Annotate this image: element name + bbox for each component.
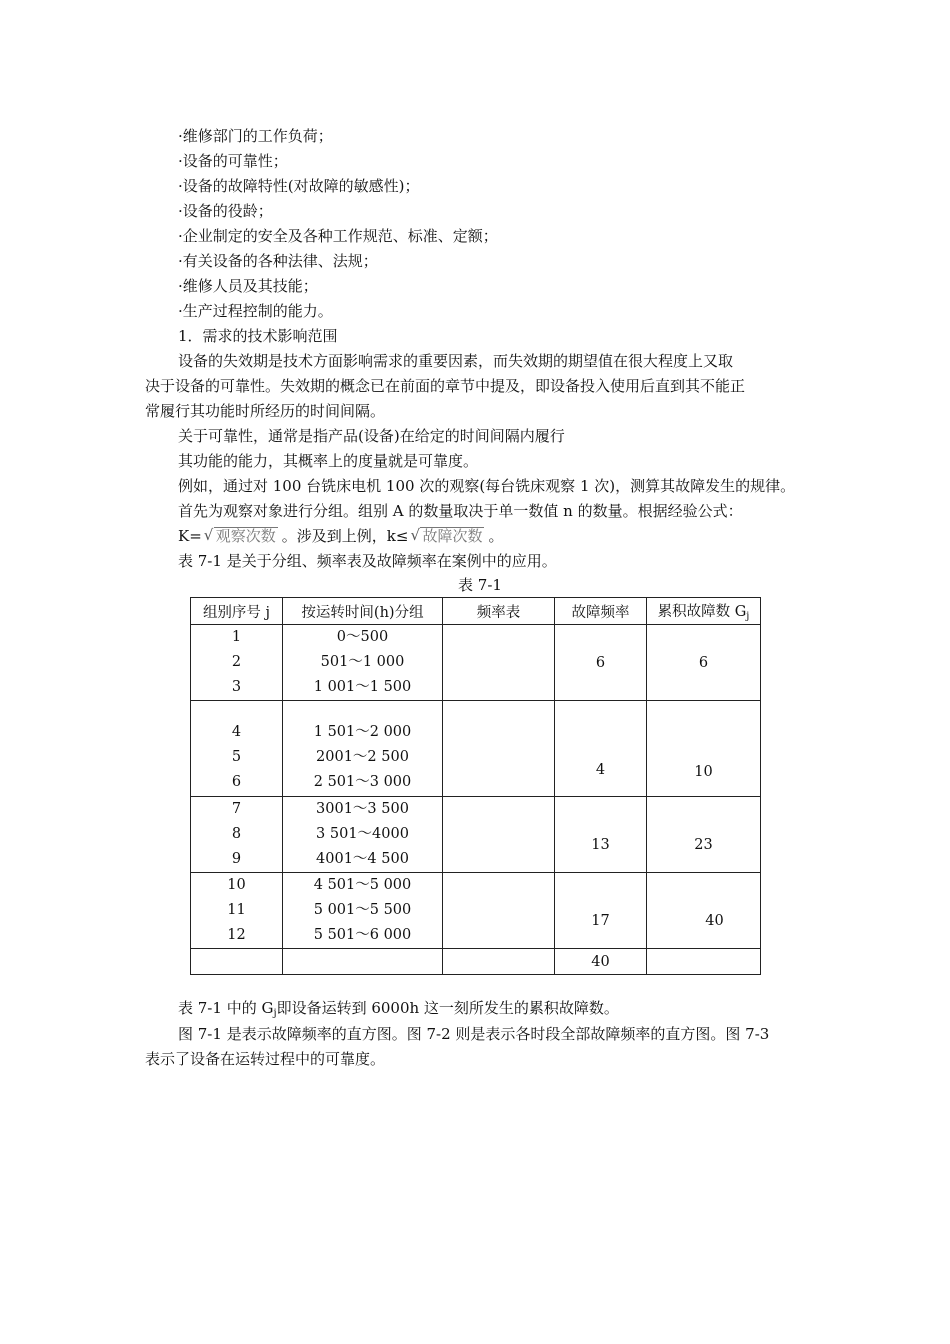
freq-table-cell <box>443 797 555 873</box>
col-header <box>647 598 761 625</box>
paragraph-line: 其功能的能力，其概率上的度量就是可靠度。 <box>178 452 479 470</box>
freq-table-cell <box>443 701 555 797</box>
text-run: 表 7-1 中的 G <box>178 999 274 1017</box>
bullet-item: ·有关设备的各种法律、法规； <box>178 252 378 270</box>
bullet-item: ·设备的可靠性； <box>178 152 288 170</box>
paragraph-line: 图 7-1 是表示故障频率的直方图。图 7-2 则是表示各时段全部故障频率的直方图。图 7-3 <box>178 1025 770 1043</box>
sqrt-failures <box>410 526 482 546</box>
group-ids: 1 2 3 <box>191 625 283 701</box>
table-row <box>191 873 761 949</box>
bullet-item: ·设备的故障特性(对故障的敏感性)； <box>178 177 420 195</box>
section-heading: 1．需求的技术影响范围 <box>178 327 338 345</box>
table-row <box>191 701 761 797</box>
paragraph-line: 常履行其功能时所经历的时间间隔。 <box>145 402 386 420</box>
bullet-item: ·设备的役龄； <box>178 202 273 220</box>
group-ranges: 3001～3 500 3 501～4000 4001～4 500 <box>283 797 443 873</box>
table-caption: 表 7-1 <box>458 576 502 594</box>
table-intro: 表 7-1 是关于分组、频率表及故障频率在案例中的应用。 <box>178 552 557 570</box>
subscript: j <box>273 1008 277 1019</box>
bullet-item: ·维修部门的工作负荷； <box>178 127 333 145</box>
sqrt-radicand: 观察次数 <box>215 527 276 545</box>
group-ids: 4 5 6 <box>191 701 283 797</box>
paragraph-line <box>178 998 619 1024</box>
col-header: 频率表 <box>443 598 555 625</box>
formula-middle: 。涉及到上例，k≤ <box>281 527 409 545</box>
bullet-item: ·生产过程控制的能力。 <box>178 302 333 320</box>
paragraph-line: 设备的失效期是技术方面影响需求的重要因素，而失效期的期望值在很大程度上又取 <box>178 352 734 370</box>
col-header-text: 累积故障数 G <box>657 604 747 620</box>
col-header: 组别序号 j <box>191 598 283 625</box>
paragraph-line: 首先为观察对象进行分组。组别 A 的数量取决于单一数值 n 的数量。根据经验公式： <box>178 502 743 520</box>
freq-table-cell <box>443 873 555 949</box>
bullet-item: ·企业制定的安全及各种工作规范、标准、定额； <box>178 227 498 245</box>
group-ranges: 1 501～2 000 2001～2 500 2 501～3 000 <box>283 701 443 797</box>
group-ranges: 4 501～5 000 5 001～5 500 5 501～6 000 <box>283 873 443 949</box>
data-table <box>190 597 761 975</box>
table-header-row <box>191 598 761 625</box>
empty-cell <box>191 949 283 975</box>
paragraph-line: 决于设备的可靠性。失效期的概念已在前面的章节中提及，即设备投入使用后直到其不能正 <box>145 377 746 395</box>
col-header: 按运转时间(h)分组 <box>283 598 443 625</box>
cumulative-failures: 10 <box>647 701 761 797</box>
cumulative-failures: 6 <box>647 625 761 701</box>
formula-line <box>178 526 504 546</box>
group-ids: 10 11 12 <box>191 873 283 949</box>
failure-frequency: 6 <box>555 625 647 701</box>
bullet-item: ·维修人员及其技能； <box>178 277 318 295</box>
failure-frequency: 4 <box>555 701 647 797</box>
empty-cell <box>443 949 555 975</box>
text-run: 即设备运转到 6000h 这一刻所发生的累积故障数。 <box>276 999 619 1017</box>
table-row <box>191 625 761 701</box>
freq-table-cell <box>443 625 555 701</box>
formula-prefix: K= <box>178 527 202 545</box>
cumulative-failures: 23 <box>647 797 761 873</box>
empty-cell <box>283 949 443 975</box>
sqrt-radicand: 故障次数 <box>422 527 483 545</box>
group-ids: 7 8 9 <box>191 797 283 873</box>
table-row <box>191 797 761 873</box>
sqrt-observations <box>204 526 276 546</box>
empty-cell <box>647 949 761 975</box>
paragraph-line: 表示了设备在运转过程中的可靠度。 <box>145 1050 386 1068</box>
total-frequency: 40 <box>555 949 647 975</box>
paragraph-line: 关于可靠性，通常是指产品(设备)在给定的时间间隔内履行 <box>178 427 565 445</box>
col-header: 故障频率 <box>555 598 647 625</box>
cumulative-failures: 40 <box>647 873 761 949</box>
paragraph-line: 例如，通过对 100 台铣床电机 100 次的观察(每台铣床观察 1 次)，测算其故障发生的规律。 <box>178 477 796 495</box>
col-header-subscript: j <box>746 611 750 622</box>
failure-frequency: 17 <box>555 873 647 949</box>
table-total-row <box>191 949 761 975</box>
group-ranges: 0～500 501～1 000 1 001～1 500 <box>283 625 443 701</box>
formula-end: 。 <box>488 527 504 545</box>
failure-frequency: 13 <box>555 797 647 873</box>
